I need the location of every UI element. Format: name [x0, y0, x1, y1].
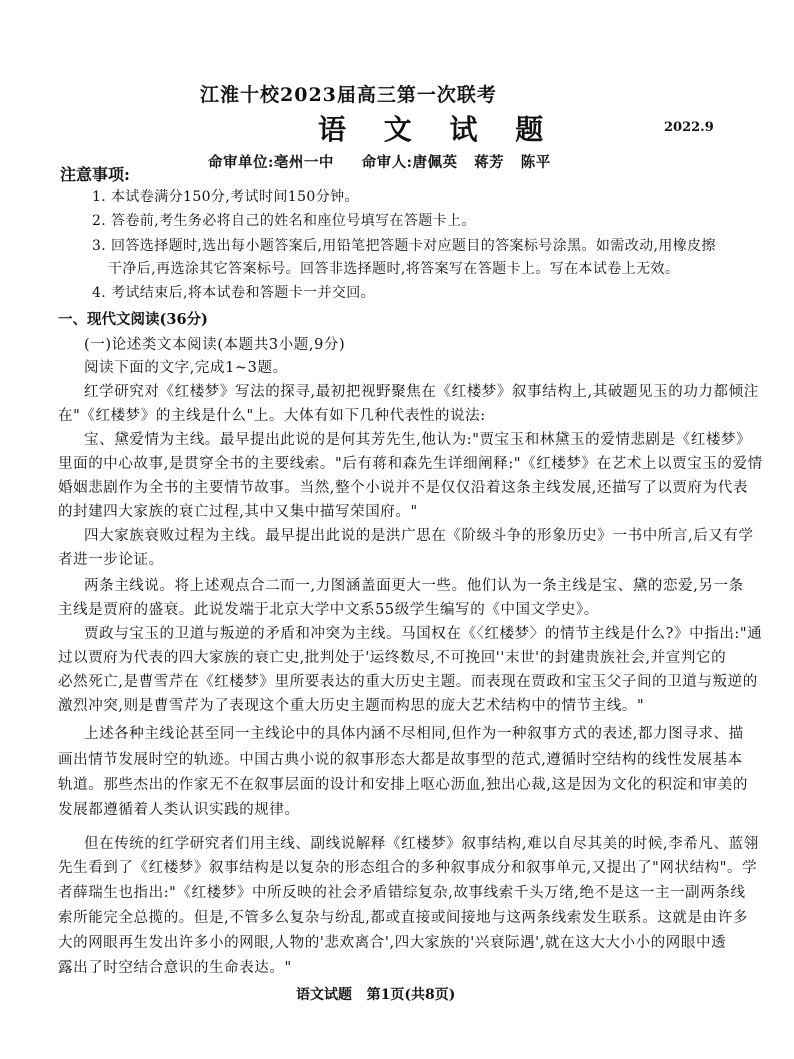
- passage-line: 者薛瑞生也指出:"《红楼梦》中所反映的社会矛盾错综复杂,故事线索千头万绪,绝不是这一主一副两条线: [58, 885, 746, 901]
- notice-line: 干净后,再选涂其它答案标号。回答非选择题时,将答案写在答题卡上。写在本试卷上无效。: [108, 261, 680, 277]
- exam-date: 2022.9: [664, 120, 714, 135]
- authors-line: 命审单位:亳州一中 命审人:唐佩英 蒋芳 陈平: [208, 154, 551, 171]
- passage-line: 先生看到了《红楼梦》叙事结构是以复杂的形态组合的多种叙事成分和叙事单元,又提出了"网状结构"。学: [58, 860, 758, 876]
- passage-line: 过以贾府为代表的四大家族的衰亡史,批判处于'运终数尽,不可挽回''末世'的封建贵族社会,并宣判它的: [58, 650, 727, 666]
- passage-line: 索所能完全总揽的。但是,不管多么复杂与纷乱,都或直接或间接地与这两条线索发生联系。这就是由许多: [58, 910, 748, 926]
- page-footer: 语文试题 第1页(共8页): [296, 987, 456, 1003]
- notice-line: 1. 本试卷满分150分,考试时间150分钟。: [92, 189, 359, 205]
- passage-line: 四大家族衰败过程为主线。最早提出此说的是洪广思在《阶级斗争的形象历史》一书中所言,后又有学: [84, 528, 754, 544]
- passage-line: 贾政与宝玉的卫道与叛逆的矛盾和冲突为主线。马国权在《〈红楼梦〉的情节主线是什么?》中指出:"通: [84, 626, 763, 642]
- notice-line: 4. 考试结束后,将本试卷和答题卡一并交回。: [92, 285, 376, 301]
- passage-line: 激烈冲突,则是曹雪芹为了表现这个重大历史主题而构思的庞大艺术结构中的情节主线。": [58, 698, 645, 714]
- passage-line: 红学研究对《红楼梦》写法的探寻,最初把视野聚焦在《红楼梦》叙事结构上,其破题见玉的功力都倾注: [84, 384, 759, 400]
- passage-line: 发展都遵循着人类认识实践的规律。: [58, 802, 300, 818]
- passage-line: 画出情节发展时空的轨迹。中国古典小说的叙事形态大都是故事型的范式,遵循时空结构的线性发展基本: [58, 752, 743, 768]
- passage-line: 必然死亡,是曹雪芹在《红楼梦》里所要表达的重大历史主题。而表现在贾政和宝玉父子间的卫道与叛逆的: [58, 674, 758, 690]
- exam-title: 江淮十校2023届高三第一次联考: [200, 84, 497, 106]
- passage-line: 大的网眼再生发出许多小的网眼,人物的'悲欢离合',四大家族的'兴衰际遇',就在这大大小小的网眼中透: [58, 935, 727, 951]
- notice-heading: 注意事项:: [60, 165, 130, 184]
- notice-line: 3. 回答选择题时,选出每小题答案后,用铅笔把答题卡对应题目的答案标号涂黑。如需改动,用橡皮擦: [92, 238, 716, 254]
- passage-line: 轨道。那些杰出的作家无不在叙事层面的设计和安排上呕心沥血,独出心裁,这是因为文化的积淀和审美的: [58, 777, 748, 793]
- section-instruction: 阅读下面的文字,完成1~3题。: [84, 360, 288, 376]
- passage-line: 但在传统的红学研究者们用主线、副线说解释《红楼梦》叙事结构,难以自尽其美的时候,李希凡、蓝翎: [84, 836, 759, 852]
- passage-line: 两条主线说。将上述观点合二而一,力图涵盖面更大一些。他们认为一条主线是宝、黛的恋爱,另一条: [84, 578, 744, 594]
- section-title: 一、现代文阅读(36分): [58, 311, 208, 328]
- passage-line: 上述各种主线论甚至同一主线论中的具体内涵不尽相同,但作为一种叙事方式的表述,都力图寻求、描: [84, 726, 744, 742]
- passage-line: 主线是贾府的盛衰。此说发端于北京大学中文系55级学生编写的《中国文学史》。: [58, 602, 599, 618]
- passage-line: 里面的中心故事,是贯穿全书的主要线索。"后有蒋和森先生详细阐释:"《红楼梦》在艺术上以贾宝玉的爱情: [58, 456, 763, 472]
- passage-line: 露出了时空结合意识的生命表达。": [58, 960, 292, 976]
- section-subtitle: (一)论述类文本阅读(本题共3小题,9分): [84, 337, 346, 353]
- subject-title: 语 文 试 题: [318, 113, 558, 146]
- passage-line: 的封建四大家族的衰亡过程,其中又集中描写荣国府。": [58, 504, 418, 520]
- notice-line: 2. 答卷前,考生务必将自己的姓名和座位号填写在答题卡上。: [92, 213, 476, 229]
- passage-line: 宝、黛爱情为主线。最早提出此说的是何其芳先生,他认为:"贾宝玉和林黛玉的爱情悲剧是《红楼梦》: [84, 432, 752, 448]
- passage-line: 在"《红楼梦》的主线是什么"上。大体有如下几种代表性的说法:: [58, 408, 486, 424]
- passage-line: 婚姻悲剧作为全书的主要情节故事。当然,整个小说并不是仅仅沿着这条主线发展,还描写了以贾府为代表: [58, 480, 748, 496]
- passage-line: 者进一步论证。: [58, 552, 164, 568]
